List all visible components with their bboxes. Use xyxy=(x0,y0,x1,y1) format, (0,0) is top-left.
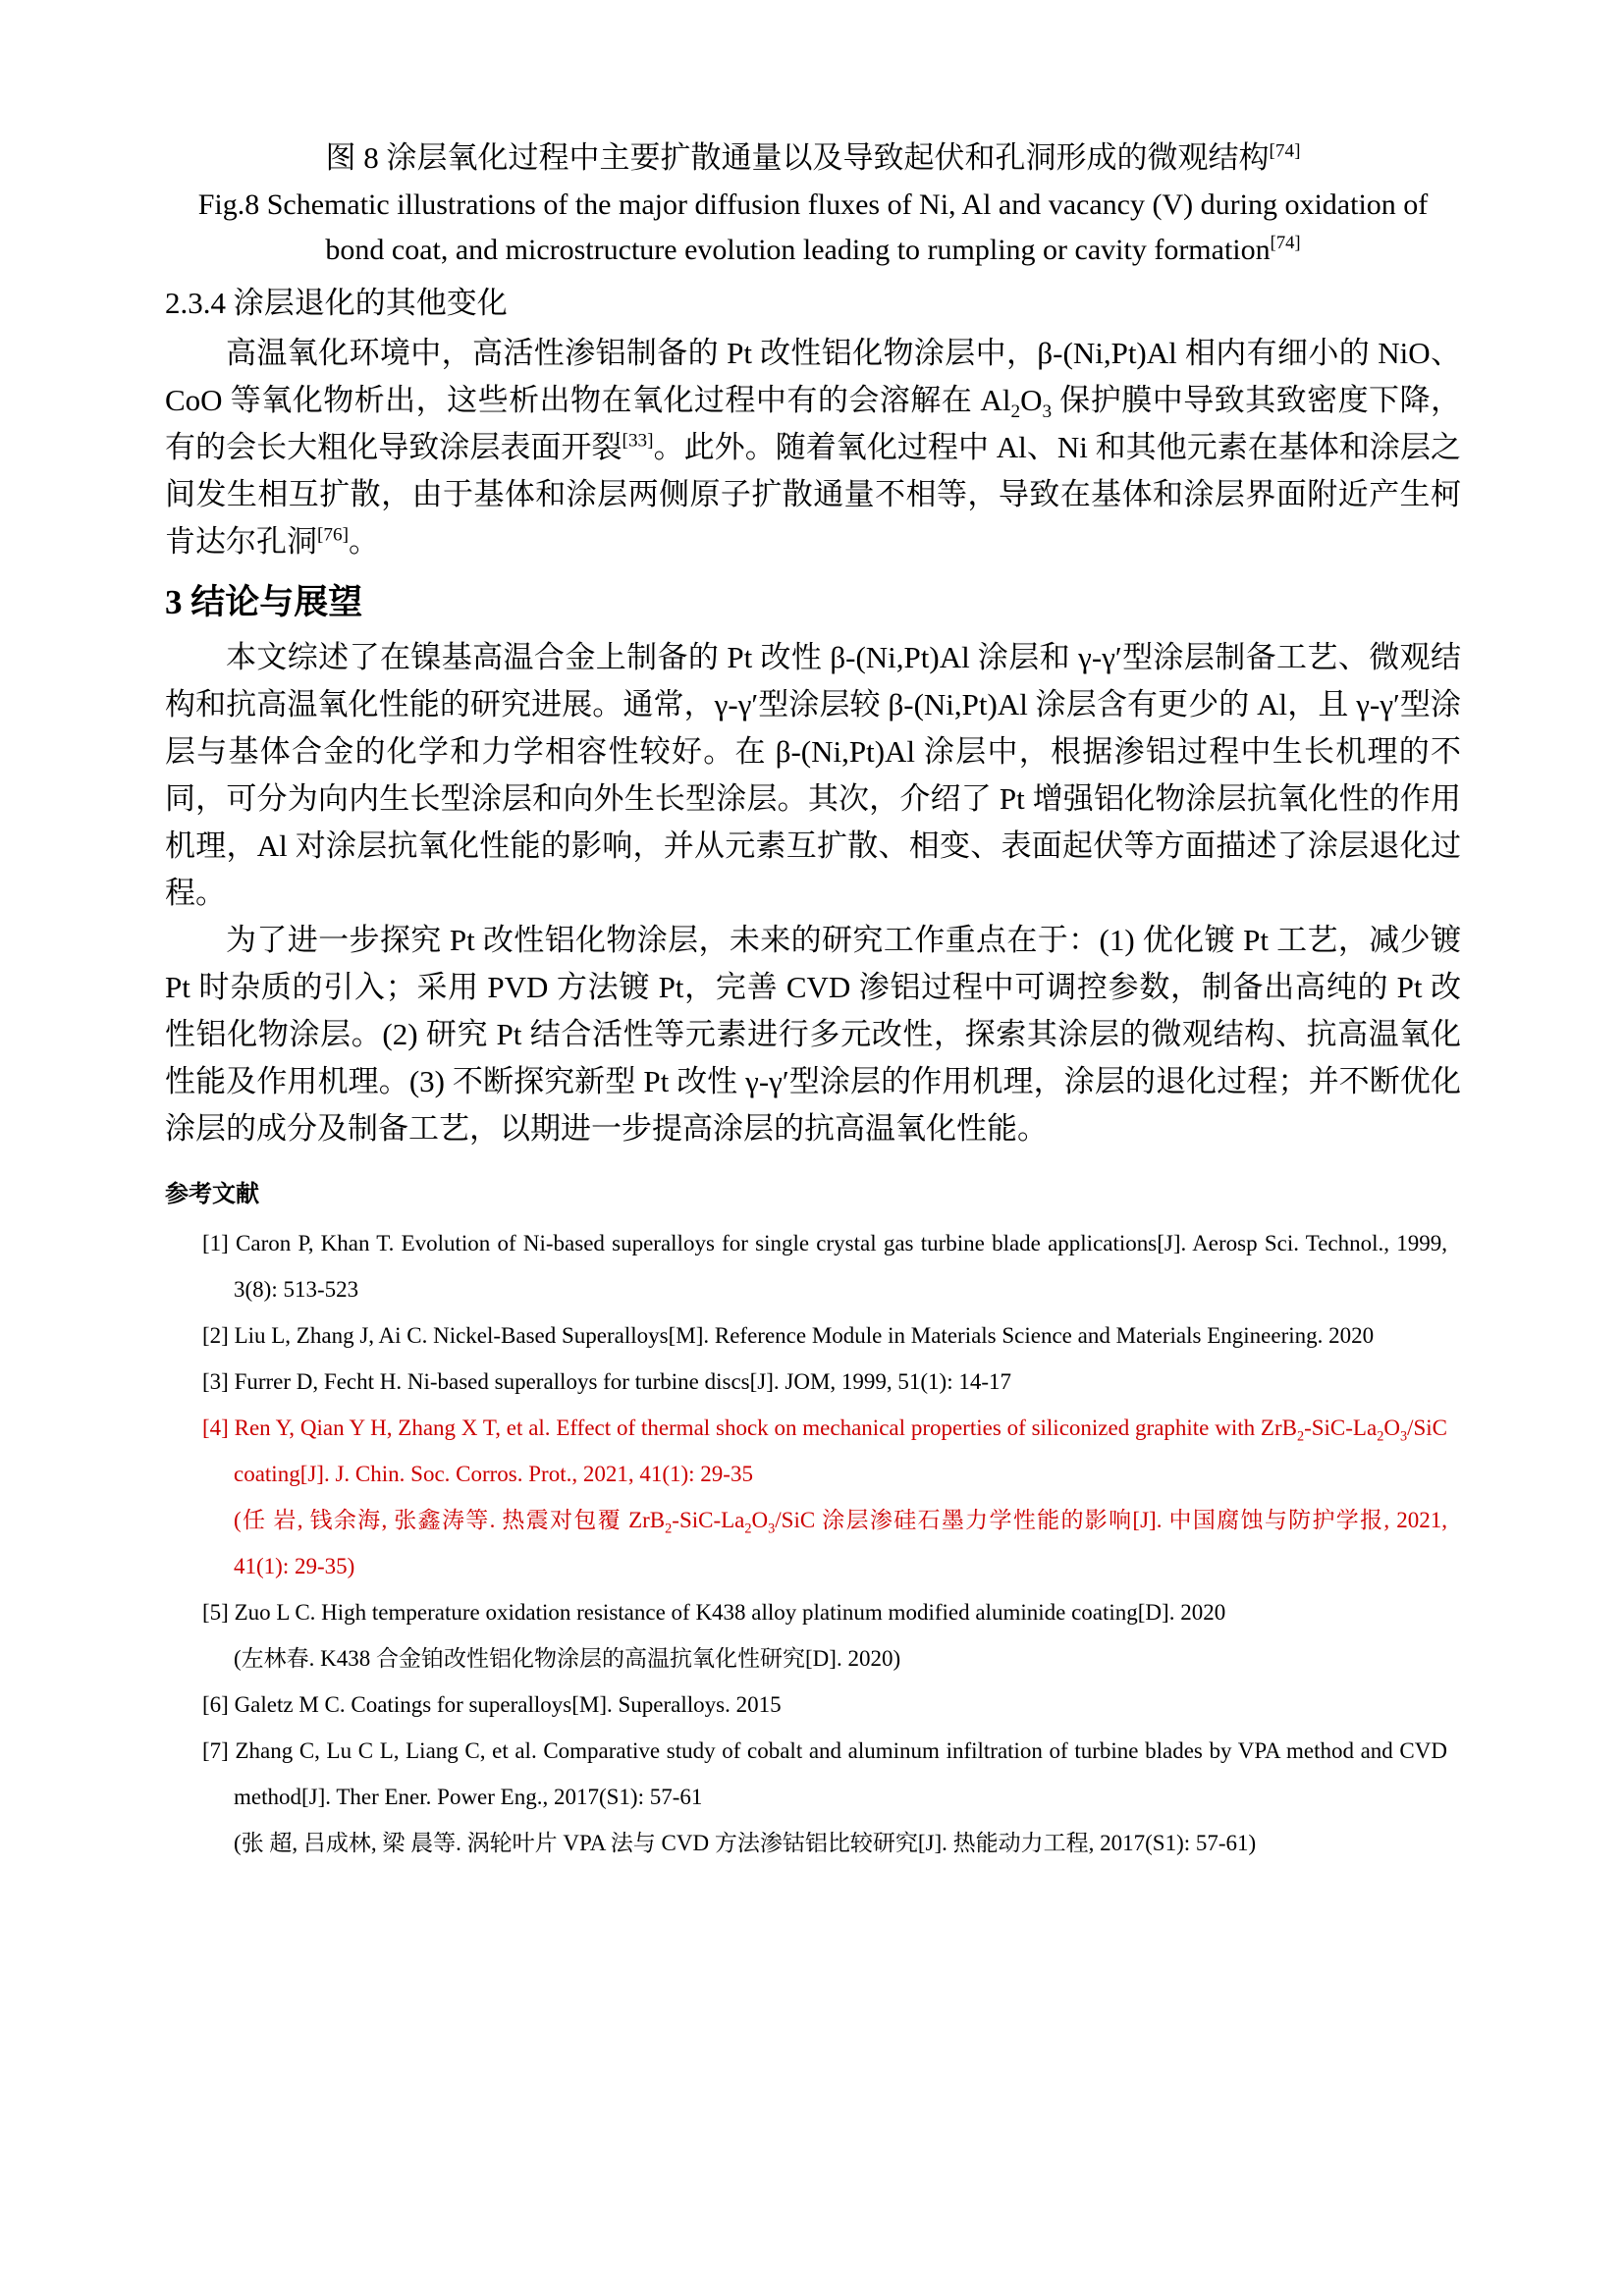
section-2-3-4-paragraph: 高温氧化环境中，高活性渗铝制备的 Pt 改性铝化物涂层中，β-(Ni,Pt)Al 相内有细小的 NiO、CoO 等氧化物析出，这些析出物在氧化过程中有的会溶解在 $Al_2O_3$ 保护膜中导致其致密度下降，有的会长大粗化导致涂层表面开裂[33]。此外。随着氧化过程中 Al、Ni 和其他元素在基体和涂层之间发生相互扩散，由于基体和涂层两侧原子扩散通量不相等，导致在基体和涂层界面附近产生柯肯达尔孔洞[76]。 xyxy=(165,336,1462,559)
section-2-3-4-heading: 2.3.4 涂层退化的其他变化 xyxy=(165,286,508,320)
section-3-heading: 3 结论与展望 xyxy=(165,583,363,621)
reference-item-6 xyxy=(202,1682,1447,1728)
conclusion-paragraph-1: 本文综述了在镍基高温合金上制备的 Pt 改性 β-(Ni,Pt)Al 涂层和 γ-γ′型涂层制备工艺、微观结构和抗高温氧化性能的研究进展。通常，γ-γ′型涂层较 β-(Ni,Pt)Al 涂层含有更少的 Al，且 γ-γ′型涂层与基体合金的化学和力学相容性较好。在 β-(Ni,Pt)Al 涂层中，根据渗铝过程中生长机理的不同，可分为向内生长型涂层和向外生长型涂层。其次，介绍了 Pt 增强铝化物涂层抗氧化性的作用机理，Al 对涂层抗氧化性能的影响，并从元素互扩散、相变、表面起伏等方面描述了涂层退化过程。 xyxy=(165,640,1461,910)
reference-text: [4] Ren Y, Qian Y H, Zhang X T, et al. Effect of thermal shock on mechanical properties of siliconized graphite with $ZrB_2-SiC-La_2O_3$/SiC coating[J]. J. Chin. Soc. Corros. Prot., 2021, 41(1): 29-35 xyxy=(202,1415,1447,1486)
conclusion-paragraph-2: 为了进一步探究 Pt 改性铝化物涂层，未来的研究工作重点在于：(1) 优化镀 Pt 工艺，减少镀 Pt 时杂质的引入；采用 PVD 方法镀 Pt，完善 CVD 渗铝过程中可调控参数，制备出高纯的 Pt 改性铝化物涂层。(2) 研究 Pt 结合活性等元素进行多元改性，探索其涂层的微观结构、抗高温氧化性能及作用机理。(3) 不断探究新型 Pt 改性 γ-γ′型涂层的作用机理，涂层的退化过程；并不断优化涂层的成分及制备工艺，以期进一步提高涂层的抗高温氧化性能。 xyxy=(165,923,1461,1146)
reference-translation: (张 超, 吕成林, 梁 晨等. 涡轮叶片 VPA 法与 CVD 方法渗钴铝比较研究[J]. 热能动力工程, 2017(S1): 57-61) xyxy=(234,1831,1257,1855)
reference-text: [7] Zhang C, Lu C L, Liang C, et al. Comparative study of cobalt and aluminum infiltration of turbine blades by VPA method and CVD method[J]. Ther Ener. Power Eng., 2017(S1): 57-61 xyxy=(202,1738,1447,1809)
reference-item-2 xyxy=(202,1312,1447,1359)
reference-text: [6] Galetz M C. Coatings for superalloys[M]. Superalloys. 2015 xyxy=(202,1692,782,1717)
reference-translation: (左林春. K438 合金铂改性铝化物涂层的高温抗氧化性研究[D]. 2020) xyxy=(234,1646,901,1671)
reference-item-1 xyxy=(202,1220,1447,1312)
reference-text: [5] Zuo L C. High temperature oxidation resistance of K438 alloy platinum modified aluminide coating[D]. 2020 xyxy=(202,1600,1226,1625)
reference-list xyxy=(165,1220,1461,1866)
reference-text: [3] Furrer D, Fecht H. Ni-based superalloys for turbine discs[J]. JOM, 1999, 51(1): 14-17 xyxy=(202,1369,1012,1394)
reference-item-3 xyxy=(202,1359,1447,1405)
reference-item-4 xyxy=(202,1405,1447,1589)
references-heading: 参考文献 xyxy=(165,1182,259,1207)
reference-item-5 xyxy=(202,1589,1447,1682)
reference-text: [1] Caron P, Khan T. Evolution of Ni-based superalloys for single crystal gas turbine blade applications[J]. Aerosp Sci. Technol., 1999, 3(8): 513-523 xyxy=(202,1231,1447,1302)
figure-caption-zh: 图 8 涂层氧化过程中主要扩散通量以及导致起伏和孔洞形成的微观结构[74] xyxy=(325,140,1301,175)
reference-text: [2] Liu L, Zhang J, Ai C. Nickel-Based Superalloys[M]. Reference Module in Materials Science and Materials Engineering. 2020 xyxy=(202,1323,1375,1348)
figure-caption-en: Fig.8 Schematic illustrations of the major diffusion fluxes of Ni, Al and vacancy (V) during oxidation of bond coat, and microstructure evolution leading to rumpling or cavity formation[74] xyxy=(197,188,1429,266)
reference-item-7 xyxy=(202,1728,1447,1866)
reference-translation: (任 岩, 钱余海, 张鑫涛等. 热震对包覆 $ZrB_2-SiC-La_2O_3$/SiC 涂层渗硅石墨力学性能的影响[J]. 中国腐蚀与防护学报, 2021, 41(1): 29-35) xyxy=(234,1508,1447,1578)
